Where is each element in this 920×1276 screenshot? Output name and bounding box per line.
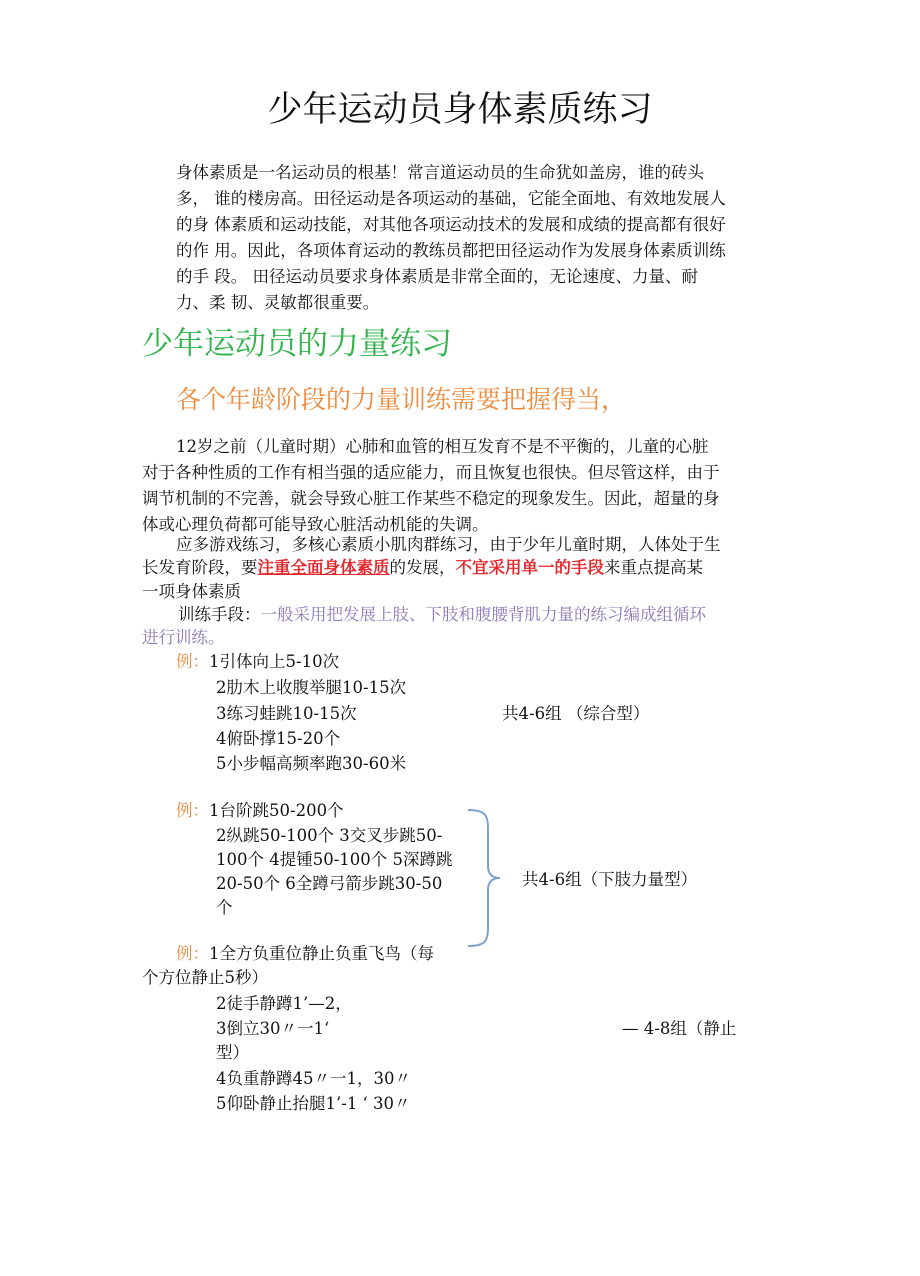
example-item: 5仰卧静止抬腿1’-1 ‘ 30〃 bbox=[216, 1094, 411, 1113]
page-title: 少年运动员身体素质练习 bbox=[267, 90, 653, 130]
example-item: 3倒立30〃一1‘ bbox=[216, 1019, 330, 1038]
para1-line: 调节机制的不完善，就会导致心脏工作某些不稳定的现象发生。因此，超量的身 bbox=[142, 489, 720, 508]
example-item: 1引体向上5-10次 bbox=[209, 652, 340, 671]
section-heading: 少年运动员的力量练习 bbox=[142, 326, 452, 362]
para1-line: 12岁之前（儿童时期）心肺和血管的相互发育不是不平衡的，儿童的心脏 bbox=[176, 437, 709, 456]
example-item: 个方位静止5秒） bbox=[142, 968, 268, 987]
example-group: — 4-8组（静止 bbox=[622, 1019, 737, 1038]
example-item: 3练习蛙跳10-15次 bbox=[216, 704, 357, 723]
example-item: 100个 4提锺50-100个 5深蹲跳 bbox=[216, 850, 453, 869]
method-text: 一般采用把发展上肢、下肢和腹腰背肌力量的练习编成组循环 bbox=[260, 605, 706, 624]
intro-line: 的手 段。 田径运动员要求身体素质是非常全面的，无论速度、力量、耐 bbox=[176, 267, 698, 286]
emphasis-text: 注重全面身体素质 bbox=[257, 558, 390, 577]
emphasis-text: 不宜采用单一的手段 bbox=[455, 558, 604, 577]
example-item: 20-50个 6全蹲弓箭步跳30-50 bbox=[216, 874, 443, 893]
example-first-line bbox=[176, 799, 344, 824]
intro-line: 多， 谁的楼房高。田径运动是各项运动的基础，它能全面地、有效地发展人 bbox=[176, 189, 726, 208]
para2-line: 应多游戏练习，多核心素质小肌肉群练习，由于少年儿童时期，人体处于生 bbox=[176, 535, 721, 554]
example-item: 1全方负重位静止负重飞鸟（每 bbox=[209, 944, 434, 963]
example-item: 2肋木上收腹举腿10-15次 bbox=[216, 678, 407, 697]
intro-paragraph bbox=[176, 160, 788, 316]
sub-heading: 各个年龄阶段的力量训练需要把握得当， bbox=[176, 385, 627, 414]
para1-line: 体或心理负荷都可能导致心脏活动机能的失调。 bbox=[142, 515, 489, 534]
example-item: 4负重静蹲45〃一1，30〃 bbox=[216, 1069, 411, 1088]
method-line bbox=[178, 602, 706, 628]
method-line: 进行训练。 bbox=[142, 628, 225, 647]
example-item: 4俯卧撑15-20个 bbox=[216, 729, 341, 748]
example-item: 型） bbox=[216, 1043, 249, 1062]
example-label: 例： bbox=[176, 944, 209, 963]
example-label: 例： bbox=[176, 801, 209, 820]
curly-brace-icon bbox=[464, 808, 508, 948]
example-first-line bbox=[176, 942, 434, 967]
para1-line: 对于各种性质的工作有相当强的适应能力，而且恢复也很快。但尽管这样，由于 bbox=[142, 463, 720, 482]
method-label: 训练手段： bbox=[178, 605, 261, 624]
intro-line: 力、柔 韧、灵敏都很重要。 bbox=[176, 293, 380, 312]
example-item: 2徒手静蹲1’—2， bbox=[216, 994, 352, 1013]
para2-line bbox=[142, 555, 703, 581]
intro-line: 身体素质是一名运动员的根基！常言道运动员的生命犹如盖房，谁的砖头 bbox=[176, 163, 704, 182]
example-group: 共4-6组 （综合型） bbox=[502, 704, 650, 723]
example-group: 共4-6组（下肢力量型） bbox=[522, 870, 698, 889]
intro-line: 的作 用。因此，各项体育运动的教练员都把田径运动作为发展身体素质训练 bbox=[176, 241, 726, 260]
para2-text: 来重点提高某 bbox=[604, 558, 703, 577]
para2-line: 一项身体素质 bbox=[142, 582, 241, 601]
example-item: 1台阶跳50-200个 bbox=[209, 801, 344, 820]
para2-text: 的发展， bbox=[389, 558, 456, 577]
example-item: 个 bbox=[216, 898, 233, 917]
example-item: 5小步幅高频率跑30-60米 bbox=[216, 754, 407, 773]
example-item: 2纵跳50-100个 3交叉步跳50- bbox=[216, 826, 443, 845]
intro-line: 的身 体素质和运动技能，对其他各项运动技术的发展和成绩的提高都有很好 bbox=[176, 215, 726, 234]
para2-text: 长发育阶段，要 bbox=[142, 558, 258, 577]
example-first-line bbox=[176, 650, 339, 675]
example-label: 例： bbox=[176, 652, 209, 671]
